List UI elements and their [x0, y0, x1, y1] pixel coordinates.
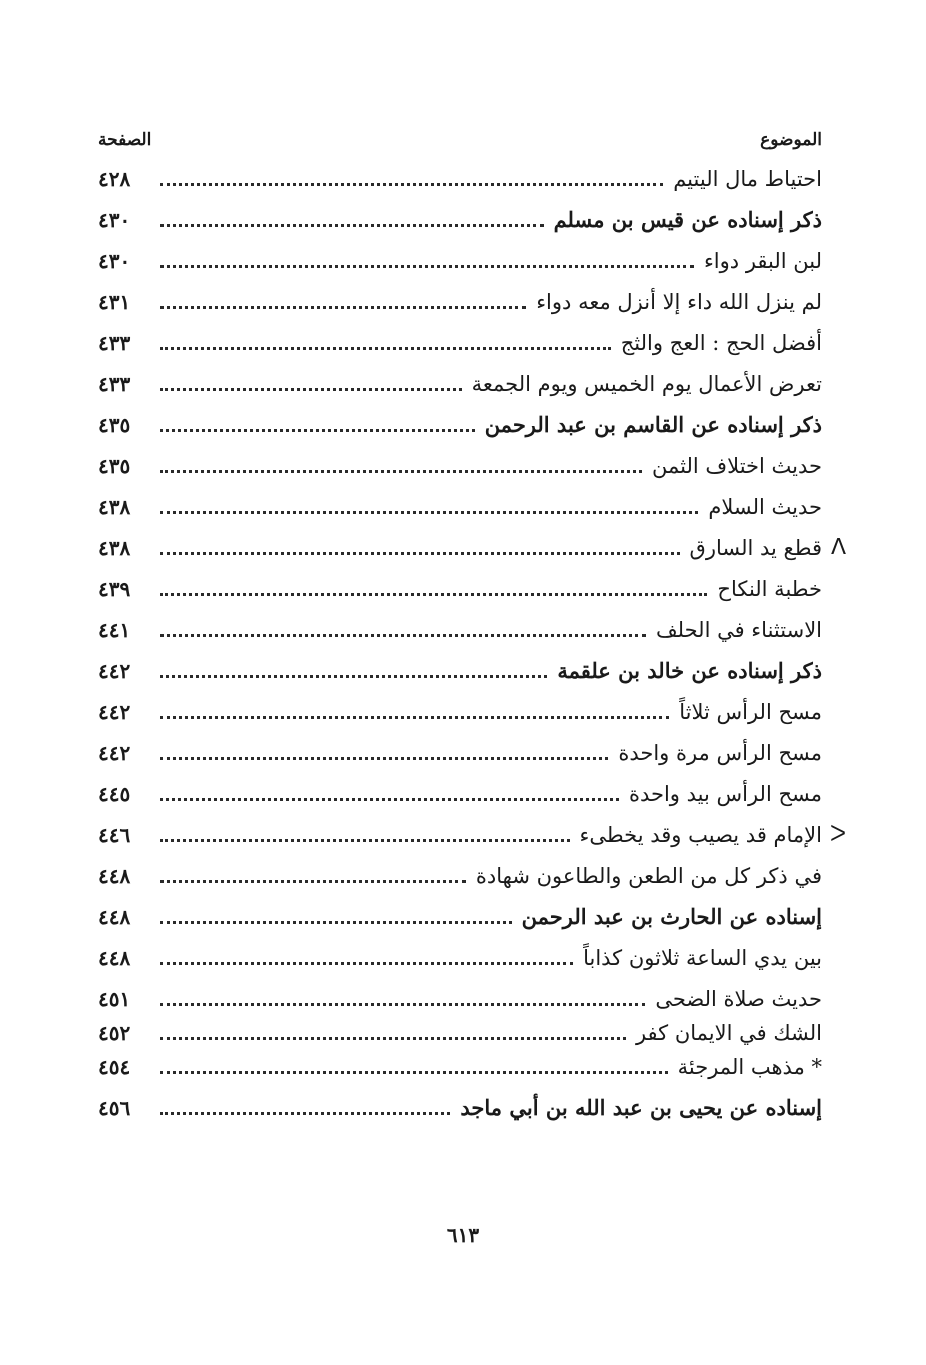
dot-leader [160, 633, 646, 637]
entry-title: ذكر إسناده عن القاسم بن عبد الرحمن [484, 412, 822, 437]
entry-page-number: ٤٣٣ [98, 331, 131, 355]
dot-leader [160, 510, 698, 514]
dot-leader [160, 469, 642, 473]
toc-entry [98, 933, 822, 974]
entry-title: أفضل الحج : العج والثج [620, 331, 822, 355]
dot-leader [160, 920, 512, 924]
entry-page-number: ٤٢٨ [98, 167, 131, 191]
handwritten-margin-mark: ᐳ [829, 822, 846, 847]
entry-title: مسح الرأس مرة واحدة [618, 741, 822, 765]
dot-leader [160, 428, 475, 432]
topic-column-label: الموضوع [760, 130, 822, 150]
dot-leader [160, 961, 573, 965]
entry-title: حديث صلاة الضحى [655, 987, 822, 1011]
toc-entry [98, 195, 822, 236]
entry-title: تعرض الأعمال يوم الخميس ويوم الجمعة [471, 372, 822, 396]
entry-title: حديث السلام [708, 495, 822, 519]
toc-entry [98, 1083, 822, 1124]
entry-page-number: ٤٣٥ [98, 413, 131, 437]
entry-title: الاستثناء في الحلف [655, 618, 822, 642]
entry-page-number: ٤٣٠ [98, 249, 131, 273]
entry-title: الشك في الايمان كفر [635, 1021, 822, 1045]
entry-title: قطع يد السارق [689, 536, 822, 560]
entry-title: مسح الرأس ثلاثاً [679, 700, 822, 724]
toc-entry [98, 359, 822, 400]
dot-leader [160, 223, 544, 227]
entry-title: حديث اختلاف الثمن [652, 454, 822, 478]
entry-page-number: ٤٣٩ [98, 577, 131, 601]
entry-title: لم ينزل الله داء إلا أنزل معه دواء [536, 290, 822, 314]
entry-title: ذكر إسناده عن خالد بن علقمة [557, 658, 822, 683]
entry-title: خطبة النكاح [717, 577, 822, 601]
toc-header [98, 126, 822, 154]
entry-title: * مذهب المرجئة [677, 1055, 822, 1079]
dot-leader [160, 838, 570, 842]
entry-page-number: ٤٥١ [98, 987, 131, 1011]
dot-leader [160, 551, 680, 555]
toc-entry [98, 728, 822, 769]
toc-entry [98, 441, 822, 482]
entry-page-number: ٤٤٦ [98, 823, 131, 847]
toc-entry [98, 769, 822, 810]
toc-entry [98, 523, 846, 564]
dot-leader [160, 1070, 668, 1074]
toc-entry [98, 277, 822, 318]
entry-page-number: ٤٥٢ [98, 1021, 131, 1045]
entry-page-number: ٤٥٤ [98, 1055, 131, 1079]
toc-entry [98, 236, 822, 277]
toc-entry [98, 810, 846, 851]
dot-leader [160, 182, 663, 186]
entry-page-number: ٤٤٨ [98, 864, 131, 888]
entry-page-number: ٤٤٢ [98, 741, 131, 765]
toc-entry [98, 318, 822, 359]
toc-entry [98, 605, 822, 646]
handwritten-margin-mark: ᐱ [830, 535, 846, 560]
toc-entry [98, 687, 822, 728]
entry-page-number: ٤٤٨ [98, 905, 131, 929]
entry-page-number: ٤٤١ [98, 618, 131, 642]
toc-entry [98, 646, 822, 687]
toc-entry [98, 400, 822, 441]
dot-leader [160, 305, 526, 309]
dot-leader [160, 879, 466, 883]
entry-page-number: ٤٣٥ [98, 454, 131, 478]
dot-leader [160, 346, 611, 350]
entry-page-number: ٤٣٨ [98, 536, 131, 560]
toc-entry [98, 154, 822, 195]
entry-title: مسح الرأس بيد واحدة [628, 782, 822, 806]
dot-leader [160, 387, 462, 391]
dot-leader [160, 1111, 450, 1115]
dot-leader [160, 264, 694, 268]
entry-title: في ذكر كل من الطعن والطاعون شهادة [475, 864, 822, 888]
entry-page-number: ٤٣١ [98, 290, 131, 314]
entry-title: لبن البقر دواء [703, 249, 822, 273]
entry-page-number: ٤٤٢ [98, 700, 131, 724]
entry-title: بين يدي الساعة ثلاثون كذاباً [583, 946, 822, 970]
toc-entry [98, 1049, 822, 1083]
toc-entry [98, 482, 822, 523]
entry-page-number: ٤٣٠ [98, 208, 131, 232]
toc-entry [98, 851, 822, 892]
entry-page-number: ٤٤٥ [98, 782, 131, 806]
entry-title: ذكر إسناده عن قيس بن مسلم [553, 207, 822, 232]
page-number: ٦١٣ [446, 1223, 480, 1247]
entry-page-number: ٤٣٨ [98, 495, 131, 519]
entry-page-number: ٤٤٢ [98, 659, 131, 683]
dot-leader [160, 592, 707, 596]
entry-page-number: ٤٤٨ [98, 946, 131, 970]
toc-entry [98, 892, 822, 933]
table-of-contents [98, 154, 846, 1124]
dot-leader [160, 674, 547, 678]
dot-leader [160, 1036, 626, 1040]
entry-page-number: ٤٣٣ [98, 372, 131, 396]
entry-title: إسناده عن الحارث بن عبد الرحمن [521, 904, 822, 929]
dot-leader [160, 1002, 645, 1006]
dot-leader [160, 715, 669, 719]
entry-title: إسناده عن يحيى بن عبد الله بن أبي ماجد [460, 1095, 822, 1120]
toc-entry [98, 974, 822, 1015]
page-column-label: الصفحة [98, 130, 152, 150]
toc-entry [98, 564, 822, 605]
entry-title: الإمام قد يصيب وقد يخطىء [579, 823, 822, 847]
entry-title: احتياط مال اليتيم [673, 167, 822, 191]
dot-leader [160, 756, 608, 760]
toc-entry [98, 1015, 822, 1049]
entry-page-number: ٤٥٦ [98, 1096, 131, 1120]
dot-leader [160, 797, 619, 801]
